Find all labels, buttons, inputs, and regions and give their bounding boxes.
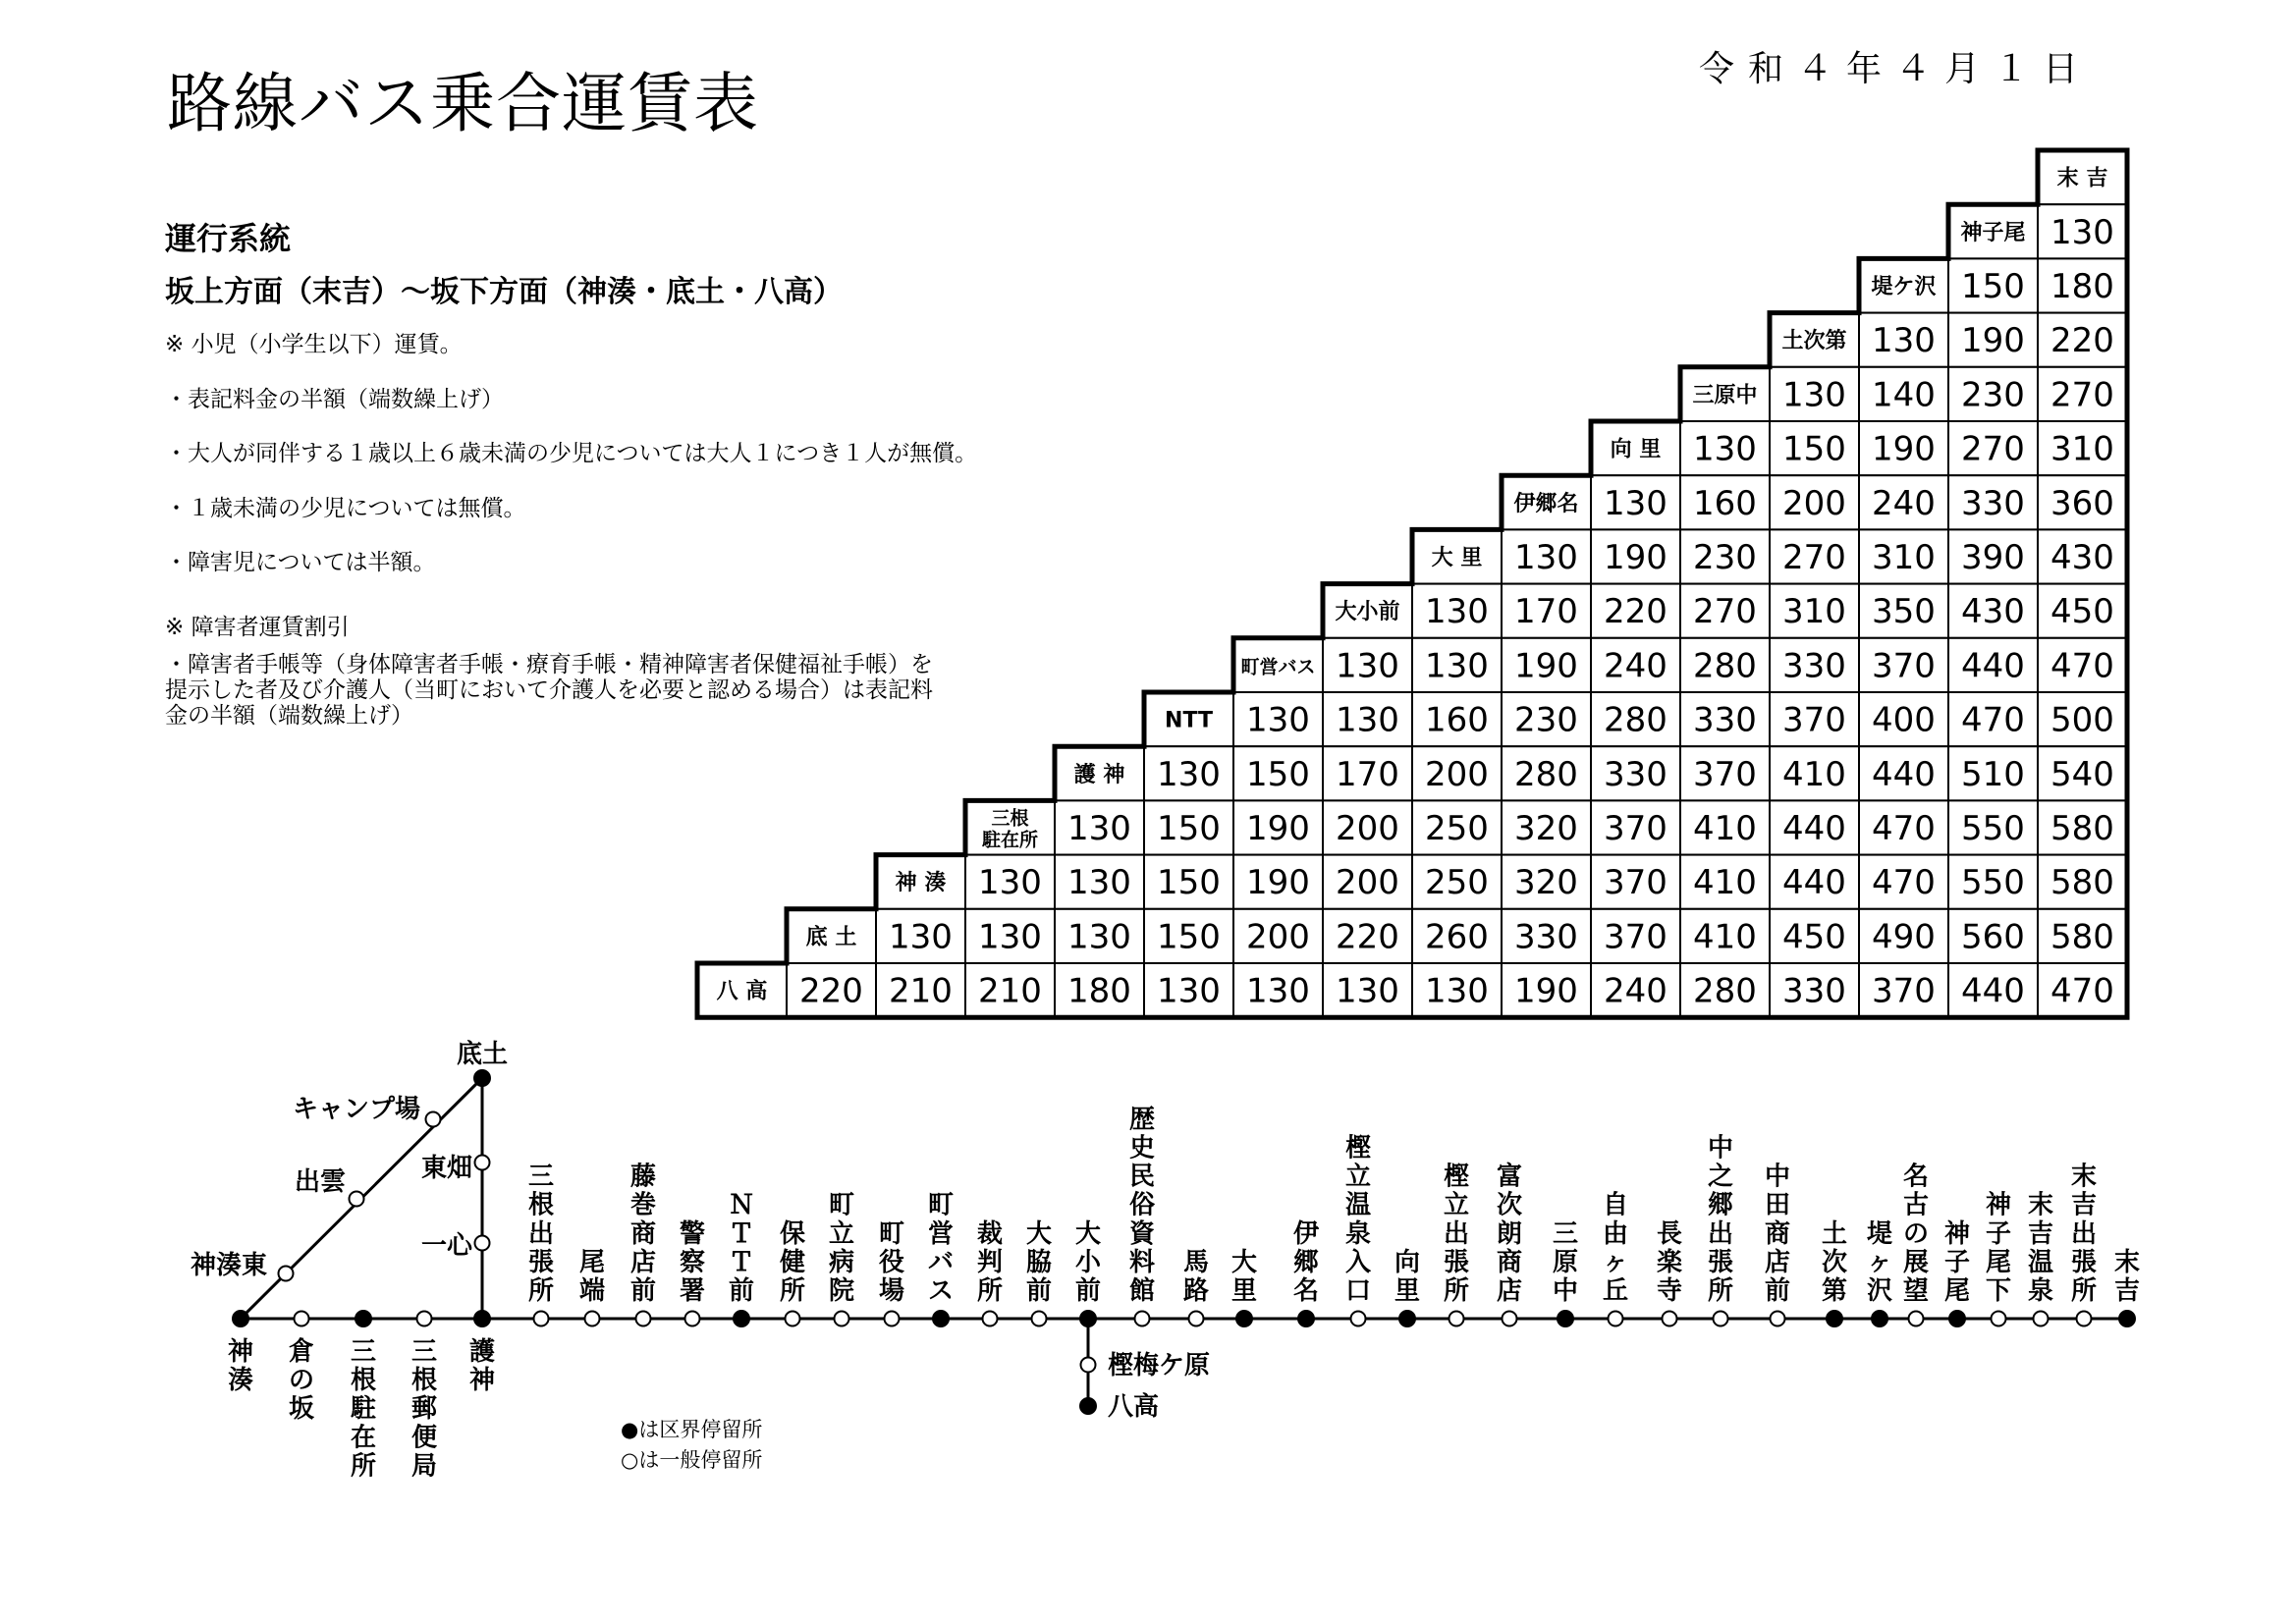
fare-value: 330: [1782, 971, 1846, 1011]
stop-label: 樫梅ケ原: [1108, 1351, 1211, 1380]
stop-label: 底土: [456, 1040, 509, 1069]
fare-value: 240: [1604, 971, 1667, 1011]
boundary-stop-marker: [2119, 1311, 2135, 1326]
fare-value: 130: [1246, 700, 1310, 740]
spur-stops: [1108, 1351, 1210, 1422]
fare-value: 370: [1604, 917, 1667, 957]
fare-value: 510: [1961, 754, 2025, 794]
boundary-stop-marker: [1236, 1311, 1252, 1326]
fare-value: 410: [1693, 809, 1757, 848]
fare-value: 270: [1693, 592, 1757, 632]
fare-value: 370: [1604, 863, 1667, 903]
stop-label: 富次朗商店: [1496, 1162, 1523, 1306]
general-stop-marker: [1663, 1312, 1677, 1326]
fare-value: 130: [978, 863, 1042, 903]
child-fare-item: ・大人が同伴する１歳以上６歳未満の少児については大人１につき１人が無償。: [165, 441, 978, 466]
fare-value: 280: [1514, 754, 1578, 794]
fare-value: 270: [2050, 375, 2114, 415]
stop-label: 神湊東: [190, 1251, 267, 1280]
fare-value: 130: [1246, 971, 1310, 1011]
stop-label: 末吉温泉: [2027, 1190, 2054, 1306]
general-stop-marker: [1135, 1312, 1150, 1326]
fare-stop-name: 神 湊: [895, 871, 947, 896]
stop-label: 三根郵便局: [410, 1337, 438, 1482]
issue-date: 令和４年４月１日: [1699, 49, 2093, 89]
fare-value: 430: [1961, 592, 2025, 632]
general-stop-marker: [1771, 1312, 1785, 1326]
child-fare-item: ・１歳未満の少児については無償。: [165, 496, 526, 521]
fare-value: 400: [1872, 700, 1936, 740]
general-stop-marker: [534, 1312, 549, 1326]
stop-label: 土次第: [1821, 1218, 1848, 1306]
fare-value: 220: [1604, 592, 1667, 632]
fare-value: 180: [1067, 971, 1131, 1011]
fare-value: 550: [1961, 863, 2025, 903]
fare-stop-name: 町営バス: [1240, 656, 1316, 678]
fare-value: 200: [1246, 917, 1310, 957]
fare-value: 130: [889, 917, 953, 957]
fare-value: 270: [1782, 538, 1846, 577]
fare-stop-name: 護 神: [1073, 762, 1125, 787]
fare-value: 130: [1425, 646, 1489, 686]
fare-value: 580: [2050, 863, 2114, 903]
legend-general: ○は一般停留所: [621, 1448, 763, 1472]
fare-value: 330: [1693, 700, 1757, 740]
fare-value: 190: [1514, 646, 1578, 686]
fare-value: 130: [2050, 212, 2114, 252]
stop-label: 警察署: [679, 1218, 706, 1306]
stop-label: ＮＴＴ前: [728, 1190, 755, 1306]
fare-value: 280: [1693, 646, 1757, 686]
bottom-stops: [228, 1336, 495, 1481]
boundary-stop-marker: [1080, 1311, 1096, 1326]
stop-label: 保健所: [779, 1218, 806, 1306]
stop-label: 大脇前: [1025, 1218, 1053, 1306]
fare-value: 580: [2050, 917, 2114, 957]
direction-heading: 坂上方面（末吉）～坂下方面（神湊・底土・八高）: [165, 275, 843, 309]
stop-label: 倉の坂: [288, 1337, 315, 1425]
fare-value: 390: [1961, 538, 2025, 577]
boundary-stop-marker: [1872, 1311, 1887, 1326]
stop-label: 長楽寺: [1656, 1218, 1683, 1306]
fare-value: 130: [1067, 809, 1131, 848]
fare-value: 150: [1246, 754, 1310, 794]
boundary-stop-marker: [233, 1311, 248, 1326]
stop-label: 中之郷出張所: [1707, 1133, 1734, 1306]
child-fare-item: ・表記料金の半額（端数繰上げ）: [165, 387, 504, 412]
fare-value: 550: [1961, 809, 2025, 848]
boundary-stop-marker: [1298, 1311, 1314, 1326]
stop-label: 樫立温泉入口: [1344, 1133, 1372, 1306]
general-stop-marker: [1909, 1312, 1924, 1326]
fare-value: 190: [1872, 429, 1936, 469]
stop-label: キャンプ場: [292, 1095, 420, 1124]
fare-stop-name: 神子尾: [1960, 220, 2026, 245]
stop-label: 一心: [420, 1231, 472, 1261]
general-stop-marker: [426, 1112, 441, 1127]
fare-value: 190: [1246, 809, 1310, 848]
fare-value: 150: [1782, 429, 1846, 469]
stop-label: 大小前: [1074, 1218, 1102, 1306]
fare-value: 440: [1782, 863, 1846, 903]
stop-label: 樫立出張所: [1443, 1162, 1470, 1306]
fare-value: 270: [1961, 429, 2025, 469]
stop-label: 末吉: [2113, 1247, 2141, 1306]
general-stop-marker: [2077, 1312, 2092, 1326]
stop-label: 裁判所: [976, 1218, 1004, 1306]
fare-value: 310: [1872, 538, 1936, 577]
fare-value: 540: [2050, 754, 2114, 794]
general-stop-marker: [1714, 1312, 1728, 1326]
fare-value: 320: [1514, 809, 1578, 848]
fare-value: 230: [1514, 700, 1578, 740]
fare-value: 130: [1157, 754, 1221, 794]
stop-label: 東畑: [420, 1154, 472, 1183]
general-stop-marker: [2034, 1312, 2049, 1326]
stop-label: 馬路: [1182, 1247, 1210, 1306]
fare-value: 240: [1872, 483, 1936, 523]
fare-value: 450: [2050, 592, 2114, 632]
child-fare-title: ※ 小児（小学生以下）運賃。: [165, 332, 463, 357]
fare-value: 250: [1425, 863, 1489, 903]
branch-stops: [191, 1039, 508, 1280]
stop-label: 三原中: [1552, 1218, 1579, 1306]
fare-value: 470: [2050, 971, 2114, 1011]
fare-value: 370: [1604, 809, 1667, 848]
fare-value: 330: [1961, 483, 2025, 523]
fare-stop-name: 向 里: [1610, 437, 1662, 462]
fare-value: 200: [1336, 863, 1399, 903]
fare-value: 320: [1514, 863, 1578, 903]
general-stop-marker: [885, 1312, 900, 1326]
fare-value: 370: [1872, 971, 1936, 1011]
fare-value: 330: [1514, 917, 1578, 957]
fare-stop-name: 大 里: [1431, 546, 1483, 570]
fare-value: 370: [1782, 700, 1846, 740]
general-stop-marker: [1032, 1312, 1047, 1326]
fare-value: 230: [1693, 538, 1757, 577]
fare-value: 150: [1157, 809, 1221, 848]
fare-value: 280: [1693, 971, 1757, 1011]
fare-value: 190: [1961, 321, 2025, 361]
stop-label: 名古の展望: [1902, 1162, 1930, 1306]
fare-value: 130: [1514, 538, 1578, 577]
fare-value: 180: [2050, 267, 2114, 306]
fare-value: 470: [2050, 646, 2114, 686]
fare-value: 190: [1604, 538, 1667, 577]
fare-value: 150: [1961, 267, 2025, 306]
fare-value: 200: [1425, 754, 1489, 794]
general-stop-marker: [475, 1236, 490, 1251]
fare-value: 200: [1782, 483, 1846, 523]
fare-value: 280: [1604, 700, 1667, 740]
fare-stop-name: 堤ケ沢: [1871, 275, 1937, 299]
fare-stop-name: 底 土: [805, 925, 857, 950]
fare-value: 260: [1425, 917, 1489, 957]
fare-stop-name: 八 高: [716, 979, 768, 1004]
fare-stop-name: 三原中: [1692, 383, 1758, 408]
general-stop-marker: [636, 1312, 651, 1326]
fare-value: 330: [1782, 646, 1846, 686]
fare-value: 130: [1604, 483, 1667, 523]
fare-stop-name: NTT: [1165, 708, 1213, 733]
stop-label: 三根出張所: [527, 1162, 555, 1306]
fare-value: 130: [1425, 971, 1489, 1011]
fare-value: 220: [2050, 321, 2114, 361]
general-stop-marker: [1351, 1312, 1366, 1326]
stop-label: 出雲: [294, 1167, 346, 1197]
fare-stop-name: 伊郷名: [1513, 491, 1579, 516]
general-stop-marker: [350, 1192, 364, 1207]
top-stops: [528, 1105, 2140, 1306]
route-legend: [621, 1418, 762, 1472]
disability-detail: ・障害者手帳等（身体障害者手帳・療育手帳・精神障害者保健福祉手帳）を提示した者及び介護人（当町において介護人を必要と認める場合）は表記料金の半額（端数繰上げ）: [165, 652, 933, 729]
boundary-stop-marker: [933, 1311, 949, 1326]
fare-stop-name: 土次第: [1781, 329, 1847, 354]
fare-value: 130: [1336, 700, 1399, 740]
fare-value: 190: [1514, 971, 1578, 1011]
fare-value: 130: [1157, 971, 1221, 1011]
stop-label: 中田商店前: [1764, 1162, 1791, 1306]
disability-title: ※ 障害者運賃割引: [165, 615, 350, 640]
fare-value: 190: [1246, 863, 1310, 903]
child-fare-item: ・障害児については半額。: [165, 550, 436, 575]
fare-value: 160: [1425, 700, 1489, 740]
fare-value: 310: [2050, 429, 2114, 469]
fare-value: 310: [1782, 592, 1846, 632]
fare-value: 580: [2050, 809, 2114, 848]
boundary-stop-marker: [1080, 1398, 1096, 1414]
stop-label: 神子尾: [1943, 1218, 1971, 1306]
fare-value: 440: [1782, 809, 1846, 848]
fare-value: 410: [1782, 754, 1846, 794]
boundary-stop-marker: [1827, 1311, 1842, 1326]
fare-value: 370: [1693, 754, 1757, 794]
fare-value: 450: [1782, 917, 1846, 957]
stop-label: 護神: [468, 1337, 496, 1396]
general-stop-marker: [1503, 1312, 1517, 1326]
boundary-stop-marker: [1399, 1311, 1415, 1326]
boundary-stop-marker: [1558, 1311, 1573, 1326]
general-stop-marker: [475, 1156, 490, 1170]
fare-value: 430: [2050, 538, 2114, 577]
stop-label: 自由ヶ丘: [1602, 1190, 1629, 1306]
boundary-stop-marker: [355, 1311, 371, 1326]
general-stop-marker: [417, 1312, 432, 1326]
stop-label: 神子尾下: [1985, 1190, 2012, 1306]
stop-label: 三根駐在所: [350, 1337, 377, 1482]
general-stop-marker: [295, 1312, 309, 1326]
boundary-stop-marker: [474, 1311, 490, 1326]
fare-value: 220: [799, 971, 863, 1011]
fare-value: 210: [889, 971, 953, 1011]
fare-value: 230: [1961, 375, 2025, 415]
stop-label: 町営バス: [927, 1190, 955, 1306]
fare-value: 170: [1336, 754, 1399, 794]
stop-label: 末吉出張所: [2070, 1162, 2098, 1306]
general-stop-marker: [685, 1312, 700, 1326]
stop-label: 堤ヶ沢: [1866, 1218, 1893, 1306]
fare-stop-name: 末 吉: [2056, 166, 2108, 191]
fare-value: 330: [1604, 754, 1667, 794]
fare-value: 220: [1336, 917, 1399, 957]
stop-label: 町役場: [878, 1218, 905, 1306]
general-stop-marker: [835, 1312, 849, 1326]
stop-label: 神湊: [227, 1337, 254, 1396]
boundary-stop-marker: [734, 1311, 749, 1326]
fare-value: 210: [978, 971, 1042, 1011]
fare-stop-name: 大小前: [1335, 600, 1400, 625]
fare-value: 440: [1872, 754, 1936, 794]
stop-label: 伊郷名: [1292, 1218, 1320, 1306]
fare-value: 490: [1872, 917, 1936, 957]
fare-value: 440: [1961, 646, 2025, 686]
fare-value: 470: [1872, 863, 1936, 903]
stop-label: 八高: [1108, 1392, 1160, 1422]
legend-boundary: ●は区界停留所: [621, 1418, 763, 1441]
page-title: 路線バス乗合運賃表: [167, 66, 759, 141]
fare-value: 360: [2050, 483, 2114, 523]
fare-value: 130: [1782, 375, 1846, 415]
fare-value: 500: [2050, 700, 2114, 740]
fare-value: 130: [1425, 592, 1489, 632]
fare-value: 150: [1157, 863, 1221, 903]
fare-value: 140: [1872, 375, 1936, 415]
stop-label: 町立病院: [828, 1190, 855, 1306]
stop-label: 藤巻商店前: [629, 1162, 657, 1306]
fare-value: 370: [1872, 646, 1936, 686]
fare-value: 150: [1157, 917, 1221, 957]
fare-value: 410: [1693, 917, 1757, 957]
fare-value: 200: [1336, 809, 1399, 848]
fare-value: 470: [1872, 809, 1936, 848]
fare-value: 410: [1693, 863, 1757, 903]
general-stop-marker: [786, 1312, 800, 1326]
fare-value: 170: [1514, 592, 1578, 632]
fare-value: 130: [1693, 429, 1757, 469]
fare-value: 130: [1872, 321, 1936, 361]
fare-value: 240: [1604, 646, 1667, 686]
general-stop-marker: [279, 1267, 294, 1281]
fare-stop-name: 駐在所: [981, 829, 1039, 851]
fare-value: 560: [1961, 917, 2025, 957]
fare-value: 250: [1425, 809, 1489, 848]
fare-value: 350: [1872, 592, 1936, 632]
service-heading: 運行系統: [165, 220, 292, 257]
general-stop-marker: [1189, 1312, 1204, 1326]
general-stop-marker: [585, 1312, 600, 1326]
fare-value: 130: [1336, 646, 1399, 686]
fare-value: 130: [1067, 863, 1131, 903]
fare-stop-name: 三根: [991, 807, 1029, 830]
stop-label: 大里: [1230, 1247, 1258, 1306]
stop-label: 向里: [1394, 1247, 1421, 1306]
fare-value: 130: [978, 917, 1042, 957]
fare-value: 470: [1961, 700, 2025, 740]
stop-label: 歴史民俗資料館: [1128, 1105, 1156, 1306]
fare-value: 440: [1961, 971, 2025, 1011]
general-stop-marker: [983, 1312, 998, 1326]
boundary-stop-marker: [474, 1070, 490, 1086]
boundary-stop-marker: [1949, 1311, 1965, 1326]
general-stop-marker: [1081, 1358, 1096, 1373]
fare-value: 160: [1693, 483, 1757, 523]
fare-value: 130: [1067, 917, 1131, 957]
fare-value: 130: [1336, 971, 1399, 1011]
general-stop-marker: [1609, 1312, 1623, 1326]
general-stop-marker: [1992, 1312, 2006, 1326]
stop-label: 尾端: [578, 1247, 606, 1306]
general-stop-marker: [1449, 1312, 1464, 1326]
